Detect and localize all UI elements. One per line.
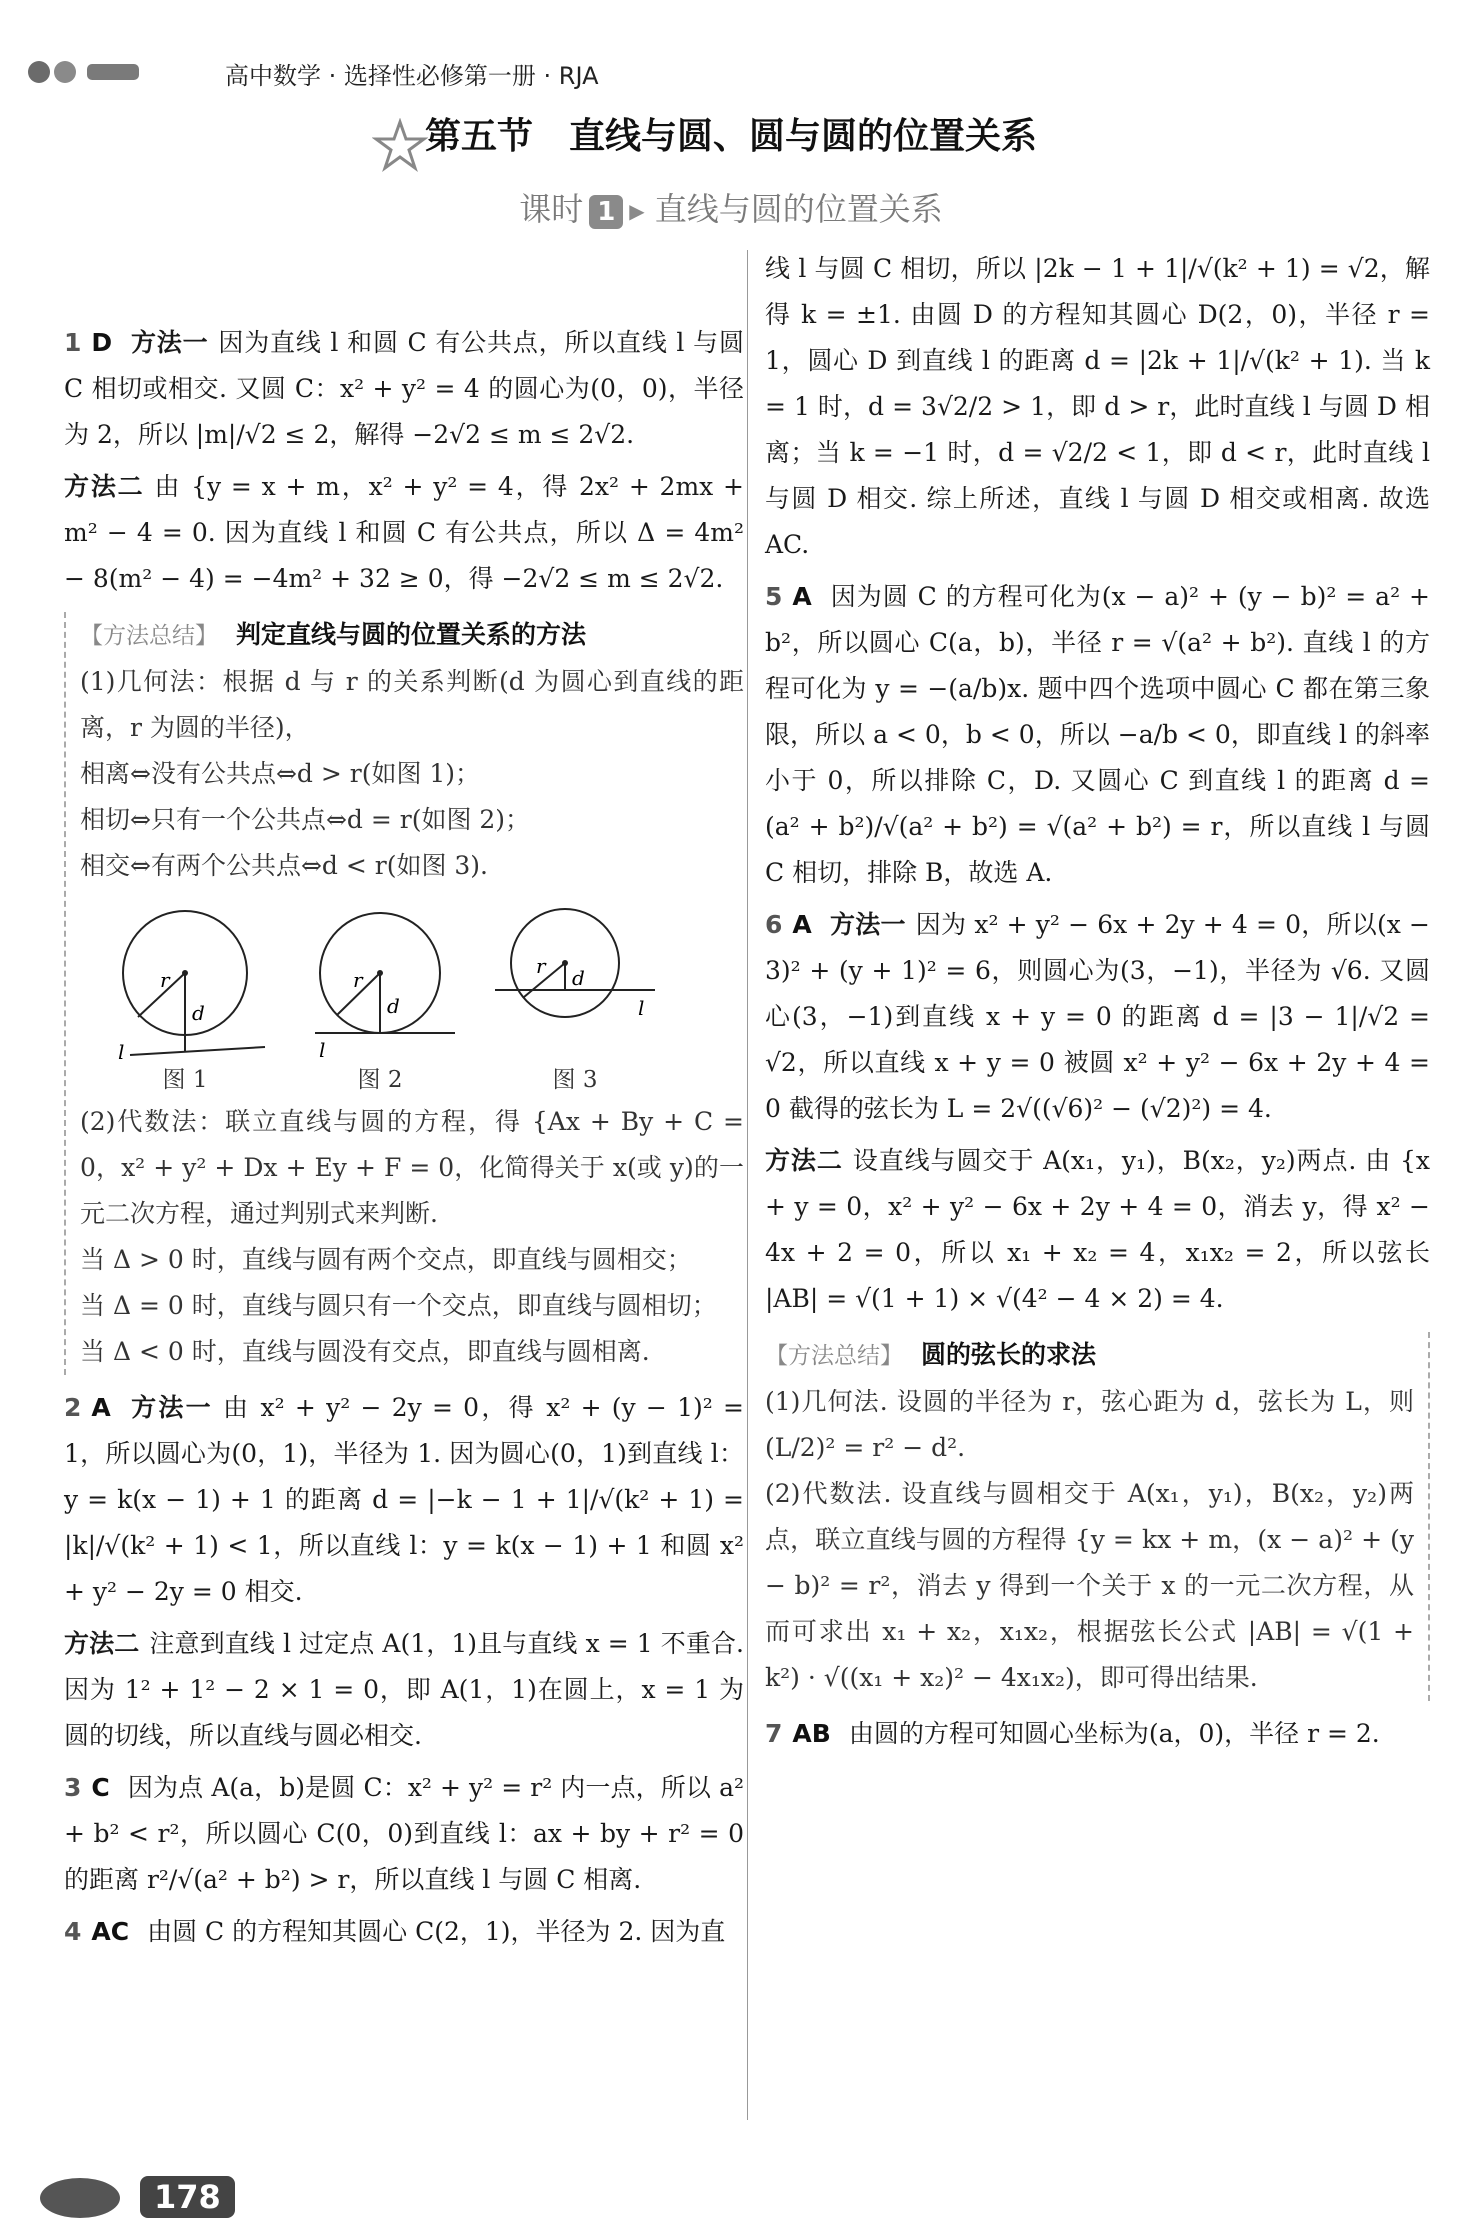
figure-1-drawing [100, 905, 270, 1065]
method-label: 方法二 [64, 1629, 140, 1658]
question-number: 7 [765, 1719, 783, 1748]
method-label: 方法一 [130, 328, 209, 357]
answer-item-4-continued: 线 l 与圆 C 相切，所以 |2k − 1 + 1|/√(k² + 1) = √2，解得 k = ±1. 由圆 D 的方程知其圆心 D(2，0)，半径 r = 1，圆心 D 到直线 l 的距离 d = |2k + 1|/√(k² + 1). 当 k = 1 时，d = 3√2/2 > 1，即 d > r，此时直线 l 与圆 D 相离；当 k = −1 时，d = √2/2 < 1，即 d < r，此时直线 l 与圆 D 相交. 综上所述，直线 l 与圆 D 相交或相离. 故选 AC. [765, 254, 1430, 559]
answer-choice: A [792, 582, 812, 611]
method-label: 方法一 [829, 910, 906, 939]
question-number: 2 [64, 1393, 82, 1422]
figure-2-drawing [295, 905, 465, 1065]
answer-item-1 [64, 320, 744, 458]
solution-text: 因为点 A(a，b)是圆 C：x² + y² = r² 内一点，所以 a² + b² < r²，所以圆心 C(0，0)到直线 l：ax + by + r² = 0 的距离 r²/√(a² + b²) > r，所以直线 l 与圆 C 相离. [64, 1773, 744, 1894]
solution-text: 由 {y = x + m，x² + y² = 4，得 2x² + 2mx + m² − 4 = 0. 因为直线 l 和圆 C 有公共点，所以 Δ = 4m² − 8(m² − 4) = −4m² + 32 ≥ 0，得 −2√2 ≤ m ≤ 2√2. [64, 472, 744, 593]
summary-line: (2)代数法：联立直线与圆的方程，得 {Ax + By + C = 0，x² + y² + Dx + Ey + F = 0，化简得关于 x(或 y)的一元二次方程，通过判别式来判断. [80, 1107, 744, 1228]
label-r: r [536, 954, 546, 978]
figures-row [100, 905, 660, 1095]
summary-tag: 【方法总结】 [80, 623, 218, 649]
method-label: 方法二 [64, 472, 145, 501]
solution-text: 由 x² + y² − 2y = 0，得 x² + (y − 1)² = 1，所以圆心为(0，1)，半径为 1. 因为圆心(0，1)到直线 l：y = k(x − 1) + 1 的距离 d = |−k − 1 + 1|/√(k² + 1) = |k|/√(k² + 1) < 1，所以直线 l：y = k(x − 1) + 1 和圆 x² + y² − 2y = 0 相交. [64, 1393, 744, 1606]
summary-tag: 【方法总结】 [765, 1343, 903, 1369]
label-d: d [572, 966, 585, 990]
figure-3 [490, 905, 660, 1095]
figure-1 [100, 905, 270, 1095]
answer-item-1-method-2 [64, 464, 744, 602]
lesson-title: 直线与圆的位置关系 [654, 190, 943, 228]
label-l: l [638, 996, 645, 1020]
lesson-heading [0, 184, 1462, 230]
summary-line: 当 Δ = 0 时，直线与圆只有一个交点，即直线与圆相切； [80, 1291, 717, 1320]
answer-item-6 [765, 902, 1430, 1132]
solution-text: 因为圆 C 的方程可化为(x − a)² + (y − b)² = a² + b²，所以圆心 C(a，b)，半径 r = √(a² + b²). 直线 l 的方程可化为 y = −(a/b)x. 题中四个选项中圆心 C 都在第三象限，所以 a < 0，b < 0，所以 −a/b < 0，即直线 l 的斜率小于 0，所以排除 C，D. 又圆心 C 到直线 l 的距离 d = (a² + b²)/√(a² + b²) = √(a² + b²) = r，所以直线 l 与圆 C 相切，排除 B，故选 A. [765, 582, 1430, 887]
answer-item-4 [64, 1909, 744, 1955]
summary-line: (1)几何法. 设圆的半径为 r，弦心距为 d，弦长为 L，则 (L/2)² = r² − d². [765, 1387, 1414, 1462]
answer-choice: AB [792, 1719, 831, 1748]
figure-2 [295, 905, 465, 1095]
solution-text: 由圆的方程可知圆心坐标为(a，0)，半径 r = 2. [848, 1719, 1380, 1748]
right-column [765, 246, 1430, 1763]
label-d: d [192, 1001, 205, 1025]
lesson-prefix: 课时 [519, 190, 584, 228]
solution-text: 由圆 C 的方程知其圆心 C(2，1)，半径为 2. 因为直 [147, 1917, 726, 1946]
figure-3-drawing [490, 905, 660, 1065]
question-number: 6 [765, 910, 783, 939]
question-number: 1 [64, 328, 82, 357]
answer-item-2-method-2 [64, 1621, 744, 1759]
label-r: r [353, 968, 363, 992]
answer-choice: AC [91, 1917, 130, 1946]
answer-choice: A [792, 910, 812, 939]
summary-line: (1)几何法：根据 d 与 r 的关系判断(d 为圆心到直线的距离，r 为圆的半径)， [80, 667, 744, 742]
solution-text: 设直线与圆交于 A(x₁，y₁)，B(x₂，y₂)两点. 由 {x + y = 0，x² + y² − 6x + 2y + 4 = 0，消去 y，得 x² − 4x + 2 = 0，所以 x₁ + x₂ = 4，x₁x₂ = 2，所以弦长 |AB| = √(1 + 1) × √(4² − 4 × 2) = 4. [765, 1146, 1430, 1313]
page-header [25, 50, 1425, 100]
summary-title: 圆的弦长的求法 [921, 1340, 1097, 1369]
answer-item-2 [64, 1385, 744, 1615]
method-label: 方法二 [765, 1146, 843, 1175]
label-l: l [319, 1038, 326, 1062]
answer-item-6-method-2 [765, 1138, 1430, 1322]
lesson-number-badge: 1 [589, 195, 623, 229]
chord-summary-box [765, 1332, 1430, 1701]
summary-line: 相离⇔没有公共点⇔d > r(如图 1)； [80, 759, 481, 788]
method-summary-box [64, 612, 744, 1375]
label-l: l [118, 1040, 125, 1064]
answer-item-5 [765, 574, 1430, 896]
label-d: d [387, 994, 400, 1018]
section-title: 第五节 直线与圆、圆与圆的位置关系 [424, 116, 1037, 157]
summary-line: 当 Δ < 0 时，直线与圆没有交点，即直线与圆相离. [80, 1337, 650, 1366]
summary-line: 相切⇔只有一个公共点⇔d = r(如图 2)； [80, 805, 531, 834]
solution-text: 因为 x² + y² − 6x + 2y + 4 = 0，所以(x − 3)² + (y + 1)² = 6，则圆心为(3，−1)，半径为 √6. 又圆心(3，−1)到直线 x + y = 0 的距离 d = |3 − 1|/√2 = √2，所以直线 x + y = 0 被圆 x² + y² − 6x + 2y + 4 = 0 截得的弦长为 L = 2√((√6)² − (√2)²) = 4. [765, 910, 1430, 1123]
answer-item-7 [765, 1711, 1430, 1757]
series-logo [25, 54, 145, 90]
left-column [64, 320, 744, 1961]
figure-3-caption: 图 3 [552, 1067, 598, 1093]
question-number: 5 [765, 582, 783, 611]
answer-choice: C [91, 1773, 110, 1802]
answer-choice: D [91, 328, 113, 357]
summary-line: (2)代数法. 设直线与圆相交于 A(x₁，y₁)，B(x₂，y₂)两点，联立直线与圆的方程得 {y = kx + m，(x − a)² + (y − b)² = r²，消去 y 得到一个关于 x 的一元二次方程，从而可求出 x₁ + x₂，x₁x₂，根据弦长公式 |AB| = √(1 + k²) · √((x₁ + x₂)² − 4x₁x₂)，即可得出结果. [765, 1479, 1414, 1692]
figure-2-caption: 图 2 [357, 1067, 403, 1093]
triangle-right-icon: ▶ [629, 199, 645, 223]
answer-item-3 [64, 1765, 744, 1903]
solution-text: 注意到直线 l 过定点 A(1，1)且与直线 x = 1 不重合. 因为 1² + 1² − 2 × 1 = 0，即 A(1，1)在圆上，x = 1 为圆的切线，所以直线与圆必相交. [64, 1629, 744, 1750]
running-title: 高中数学 · 选择性必修第一册 · RJA [225, 62, 599, 90]
column-divider [747, 250, 748, 2120]
answer-choice: A [91, 1393, 111, 1422]
method-label: 方法一 [128, 1393, 213, 1422]
page-number: 178 [140, 2176, 235, 2218]
label-r: r [160, 968, 170, 992]
figure-1-caption: 图 1 [162, 1067, 208, 1093]
summary-title: 判定直线与圆的位置关系的方法 [236, 620, 587, 649]
question-number: 3 [64, 1773, 82, 1802]
solution-text: 因为直线 l 和圆 C 有公共点，所以直线 l 与圆 C 相切或相交. 又圆 C：x² + y² = 4 的圆心为(0，0)，半径为 2，所以 |m|/√2 ≤ 2，解得 −2√2 ≤ m ≤ 2√2. [64, 328, 744, 449]
question-number: 4 [64, 1917, 82, 1946]
summary-line: 当 Δ > 0 时，直线与圆有两个交点，即直线与圆相交； [80, 1245, 692, 1274]
summary-line: 相交⇔有两个公共点⇔d < r(如图 3). [80, 851, 488, 880]
